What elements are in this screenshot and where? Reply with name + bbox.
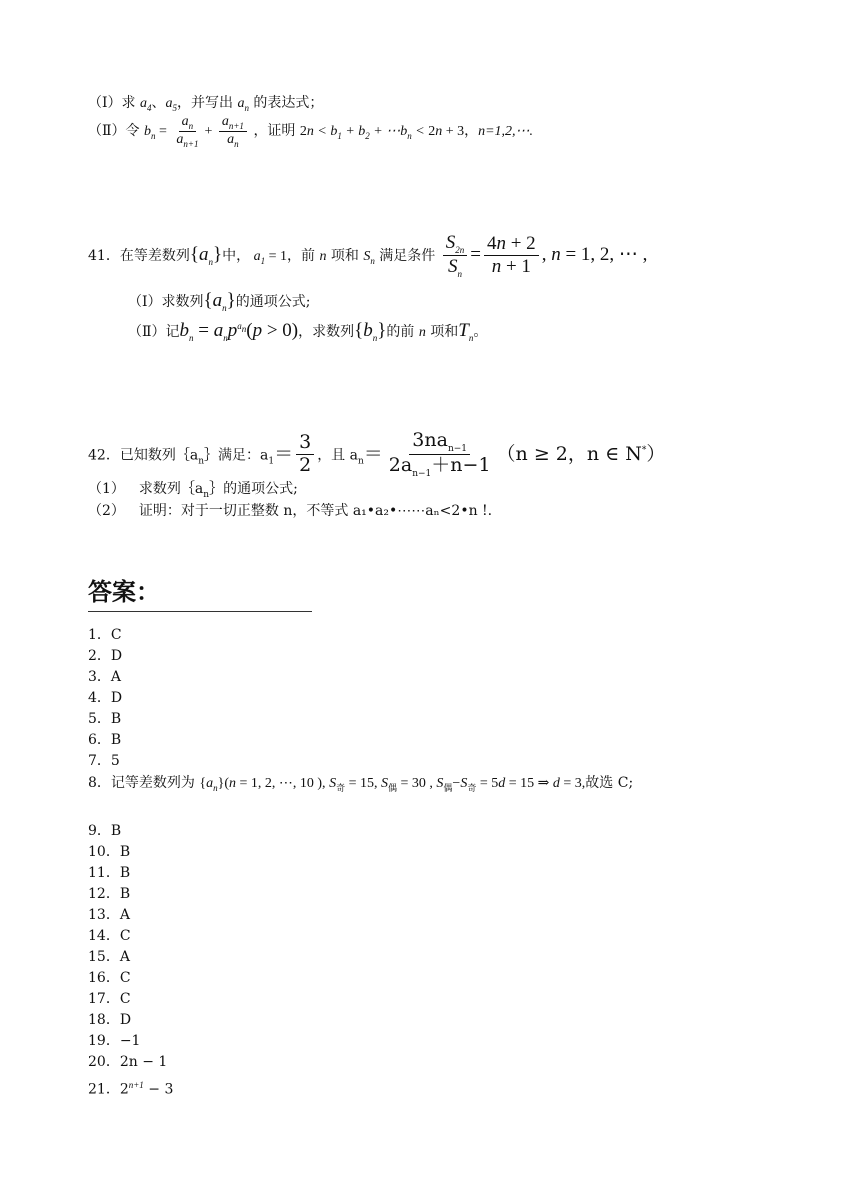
text: ，前 — [286, 248, 320, 264]
math-a5: $a_5$ — [165, 96, 177, 113]
part-label: （Ⅰ） — [128, 294, 162, 310]
text: 的前 — [386, 324, 419, 340]
answer-item: 15．A — [88, 949, 130, 965]
math-sn: $S_n$ — [363, 249, 375, 266]
math-seq-bn: $\{b_n\}$ — [354, 320, 387, 343]
math-a1-value: ＝ $\frac{3}{2}$ — [274, 443, 317, 465]
text: 故选 C; — [585, 775, 634, 791]
text: 求 — [121, 95, 140, 111]
math-bn-def: $b_n$ = $\frac{a_n}{a_{n+1}}$ + $\frac{a_{n+1}}{a_n}$ — [144, 124, 253, 139]
text: ，且 a — [317, 447, 358, 464]
text: 令 — [125, 122, 144, 139]
answers-heading: 答案： — [88, 578, 160, 606]
text: ｝满足：a — [203, 447, 269, 464]
answer-item: 5．B — [88, 711, 122, 727]
answer-item: 10．B — [88, 844, 131, 860]
text: 项和 — [425, 324, 459, 340]
answer-item: 20．2n − 1 — [88, 1054, 168, 1070]
math-seq-an: $\{a_n\}$ — [189, 244, 223, 267]
text: 项和 — [326, 248, 364, 264]
answer-item: 14．C — [88, 928, 131, 944]
part-label: （Ⅰ） — [88, 95, 122, 111]
math-a4: $a_4$ — [139, 96, 152, 113]
text: 求数列 — [161, 294, 204, 310]
answer-item: 13．A — [88, 907, 130, 923]
text: 证明：对于一切正整数 n，不等式 a₁•a₂•⋯⋯aₙ<2•n !. — [138, 503, 493, 519]
math-inequality: $2n < b_1 + b_2$ + $\cdots b_n < 2n + 3$ — [299, 123, 465, 141]
answer-item: 11．B — [88, 865, 131, 881]
answer-item: 19．−1 — [88, 1033, 141, 1049]
math-bn-def: $b_n = a_np^{a_n}(p > 0)$ — [179, 320, 299, 343]
text: ，求数列 — [298, 324, 355, 340]
text: 在等差数列 — [119, 248, 190, 264]
text: ｝的通项公式; — [209, 481, 298, 497]
q42-part1: （1） 求数列$\{a_n\}$的通项公式; — [88, 481, 298, 500]
answer-item: 3．A — [88, 669, 122, 685]
answer-item: 7．5 — [88, 753, 120, 769]
question-number: 42． — [88, 447, 120, 464]
math-condition: $\frac{S_{2n}}{S_n}$ = $\frac{4n + 2}{n + 1}$ , n = 1, 2, ⋯ , — [440, 244, 648, 265]
part-label: （Ⅱ） — [128, 324, 166, 340]
text: ， — [464, 122, 479, 139]
text: 。 — [473, 324, 488, 340]
answer-item: 6．B — [88, 732, 122, 748]
text: ，证明 — [253, 122, 300, 139]
answer-item: 17．C — [88, 991, 131, 1007]
q42-part2 — [88, 500, 492, 520]
text: 21．2 — [88, 1081, 129, 1098]
answer-item: 16．C — [88, 970, 131, 986]
math-n: n — [418, 325, 426, 340]
text: 的通项公式; — [235, 294, 311, 310]
q41-stem — [88, 232, 647, 279]
answer-item: 4．D — [88, 690, 123, 706]
q40-part1: （Ⅰ）求 $a_4$、$a_5$，并写出 $a_n$ 的表达式； — [88, 95, 324, 113]
part-label: （1） — [88, 481, 125, 497]
math-an: $a_n$ — [237, 96, 249, 113]
answer-item-21: 21．$2^{n+1} - 3$ — [88, 1080, 174, 1098]
answer-item: 1．C — [88, 627, 122, 643]
text: 求数列｛a — [138, 481, 204, 497]
math-n: n — [319, 249, 327, 264]
text: 中， — [222, 248, 251, 264]
answer-item: 12．B — [88, 886, 131, 902]
math-tn: $T_n$ — [458, 320, 474, 343]
answer-item: 2．D — [88, 648, 123, 664]
q41-part2 — [128, 320, 487, 343]
q41-part1 — [128, 290, 311, 313]
text: 8．记等差数列为 — [88, 775, 195, 791]
answer-item-8 — [88, 774, 633, 797]
part-label: （2） — [88, 503, 125, 519]
question-number: 41． — [88, 248, 120, 264]
text: 满足条件 — [374, 248, 436, 264]
q40-part2 — [88, 114, 533, 149]
heading-underline — [88, 611, 312, 612]
text: ，并写出 — [176, 95, 238, 111]
part-label: （Ⅱ） — [88, 122, 126, 139]
text: 已知数列｛a — [119, 447, 199, 464]
answer-item: 9．B — [88, 823, 122, 839]
math-answer-8: $\{a_n\}(n = 1$, 2, ⋯, 10 ), $S_奇 = 15$, $S_偶 = 30$ , $S_偶-S_奇 = 5d = 15$ ⇒ d = 3, — [199, 776, 586, 793]
text: 的表达式； — [248, 95, 324, 111]
math-recurrence: ＝ $\frac{3na_{n-1}}{2a_{n-1}+n-1}$ （n ≥ 2，n ∈ N*） — [363, 429, 666, 479]
q42-stem: 42．已知数列$\{a_n\}$满足：$a_1=$ $\frac{3}{2}$ ，且 $a_n=$ $\frac{3na_{n-1}}{2a_{n-1}+n-1}$ （n ≥ 2，n ∈ N*） — [88, 429, 666, 479]
text: 记 — [165, 324, 180, 340]
n-range: n=1,2,⋯. — [478, 123, 534, 139]
math-seq-an: $\{a_n\}$ — [203, 290, 236, 313]
answer-item: 18．D — [88, 1012, 132, 1028]
math-a1-eq-1: $a_1 = 1$ — [250, 249, 287, 266]
